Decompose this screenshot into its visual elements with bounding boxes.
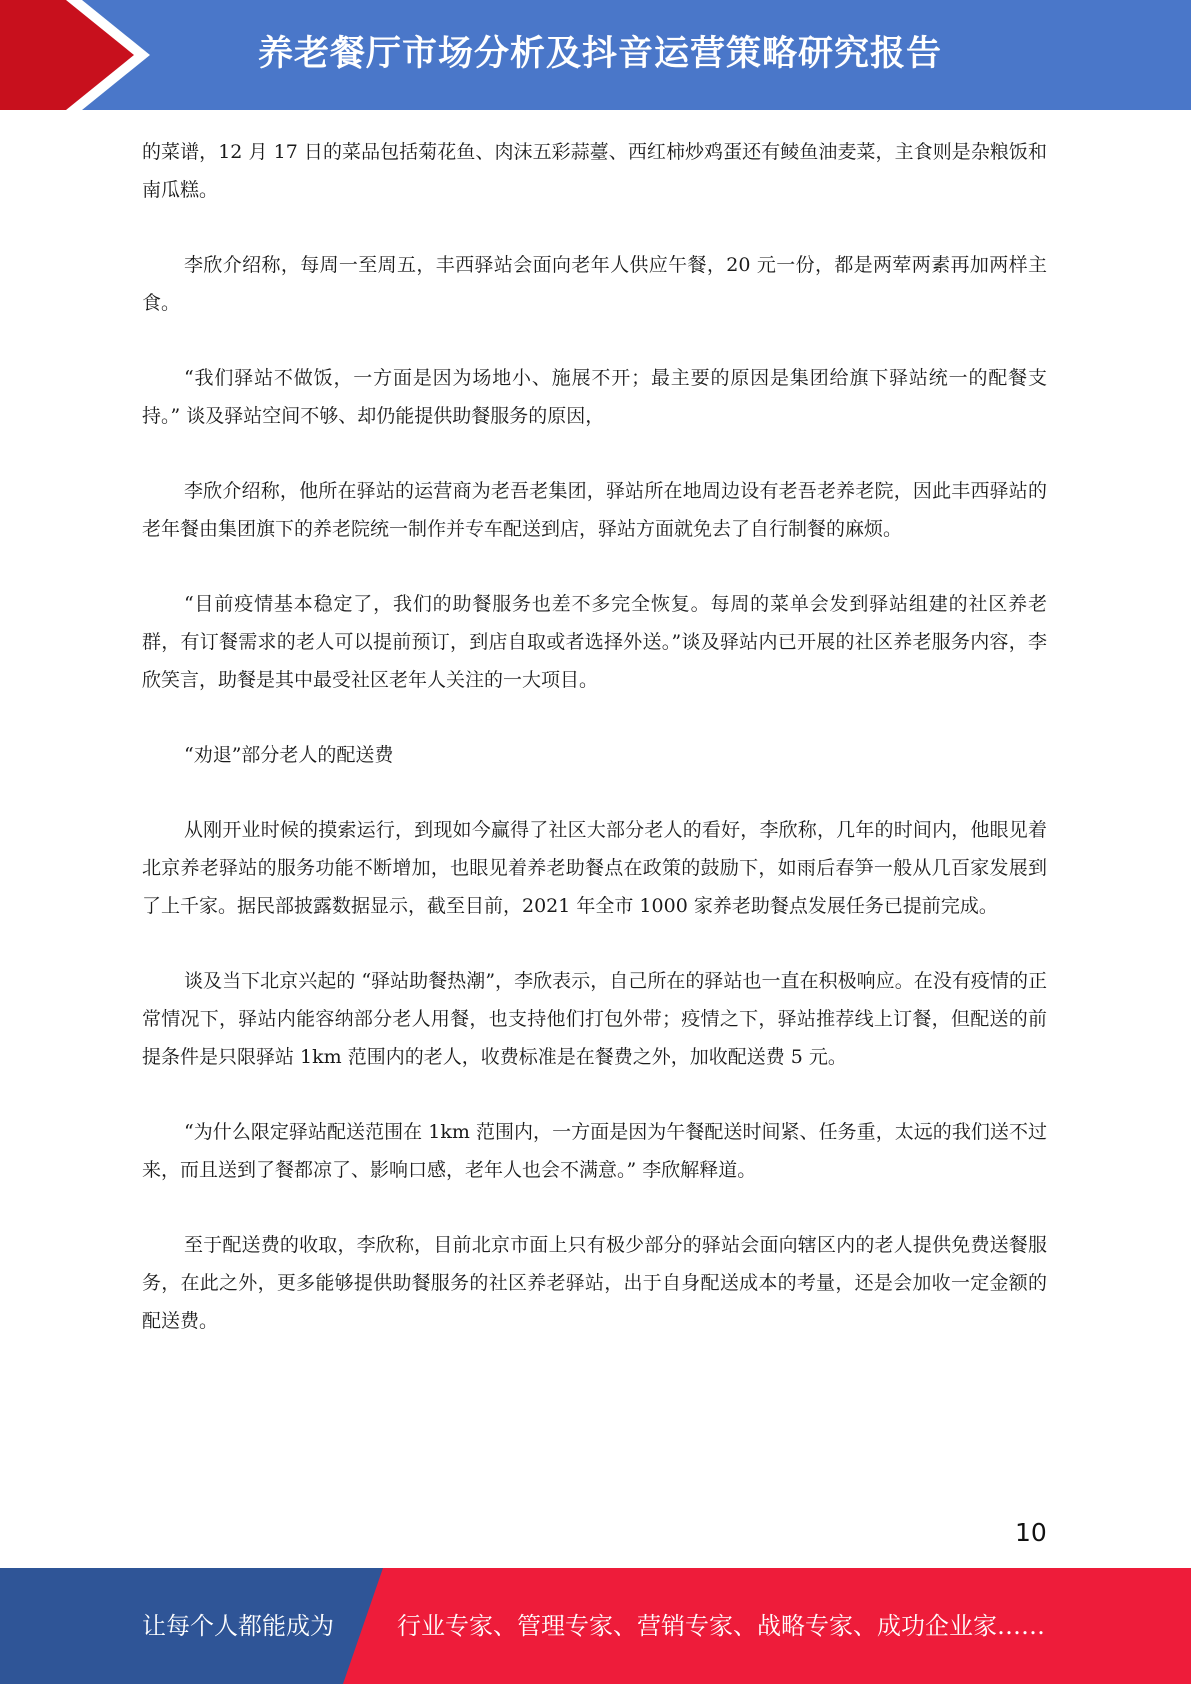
page-header (0, 0, 1191, 110)
paragraph-2: 李欣介绍称，每周一至周五，丰西驿站会面向老年人供应午餐，20 元一份，都是两荤两素再加两样主食。 (142, 254, 1047, 314)
footer-slogan-right: 行业专家、管理专家、营销专家、战略专家、成功企业家…… (397, 1612, 1045, 1640)
paragraph-4: 李欣介绍称，他所在驿站的运营商为老吾老集团，驿站所在地周边设有老吾老养老院，因此丰西驿站的老年餐由集团旗下的养老院统一制作并专车配送到店，驿站方面就免去了自行制餐的麻烦。 (142, 480, 1047, 540)
paragraph-5: “目前疫情基本稳定了，我们的助餐服务也差不多完全恢复。每周的菜单会发到驿站组建的社区养老群，有订餐需求的老人可以提前预订，到店自取或者选择外送。”谈及驿站内已开展的社区养老服务内容，李欣笑言，助餐是其中最受社区老年人关注的一大项目。 (142, 593, 1047, 691)
paragraph-3: “我们驿站不做饭，一方面是因为场地小、施展不开；最主要的原因是集团给旗下驿站统一的配餐支持。” 谈及驿站空间不够、却仍能提供助餐服务的原因， (142, 367, 1047, 427)
section-heading: “劝退”部分老人的配送费 (184, 744, 394, 766)
footer-slogan-left: 让每个人都能成为 (142, 1612, 334, 1640)
paragraph-9: “为什么限定驿站配送范围在 1km 范围内，一方面是因为午餐配送时间紧、任务重，太远的我们送不过来，而且送到了餐都凉了、影响口感，老年人也会不满意。” 李欣解释道。 (142, 1121, 1047, 1181)
page-number: 10 (1015, 1518, 1047, 1547)
paragraph-1: 的菜谱，12 月 17 日的菜品包括菊花鱼、肉沫五彩蒜薹、西红柿炒鸡蛋还有鲮鱼油麦菜，主食则是杂粮饭和南瓜糕。 (142, 141, 1047, 201)
paragraph-8: 谈及当下北京兴起的 “驿站助餐热潮”，李欣表示，自己所在的驿站也一直在积极响应。在没有疫情的正常情况下，驿站内能容纳部分老人用餐，也支持他们打包外带；疫情之下，驿站推荐线上订餐，但配送的前提条件是只限驿站 1km 范围内的老人，收费标准是在餐费之外，加收配送费 5 元。 (142, 970, 1047, 1068)
paragraph-10: 至于配送费的收取，李欣称，目前北京市面上只有极少部分的驿站会面向辖区内的老人提供免费送餐服务，在此之外，更多能够提供助餐服务的社区养老驿站，出于自身配送成本的考量，还是会加收一定金额的配送费。 (142, 1234, 1047, 1332)
page-footer (0, 1568, 1191, 1684)
article-body (142, 133, 1047, 1377)
header-chevron-icon (0, 0, 160, 110)
paragraph-7: 从刚开业时候的摸索运行，到现如今赢得了社区大部分老人的看好，李欣称，几年的时间内，他眼见着北京养老驿站的服务功能不断增加，也眼见着养老助餐点在政策的鼓励下，如雨后春笋一般从几百家发展到了上千家。据民部披露数据显示，截至目前，2021 年全市 1000 家养老助餐点发展任务已提前完成。 (142, 819, 1047, 917)
report-title: 养老餐厅市场分析及抖音运营策略研究报告 (258, 34, 943, 74)
